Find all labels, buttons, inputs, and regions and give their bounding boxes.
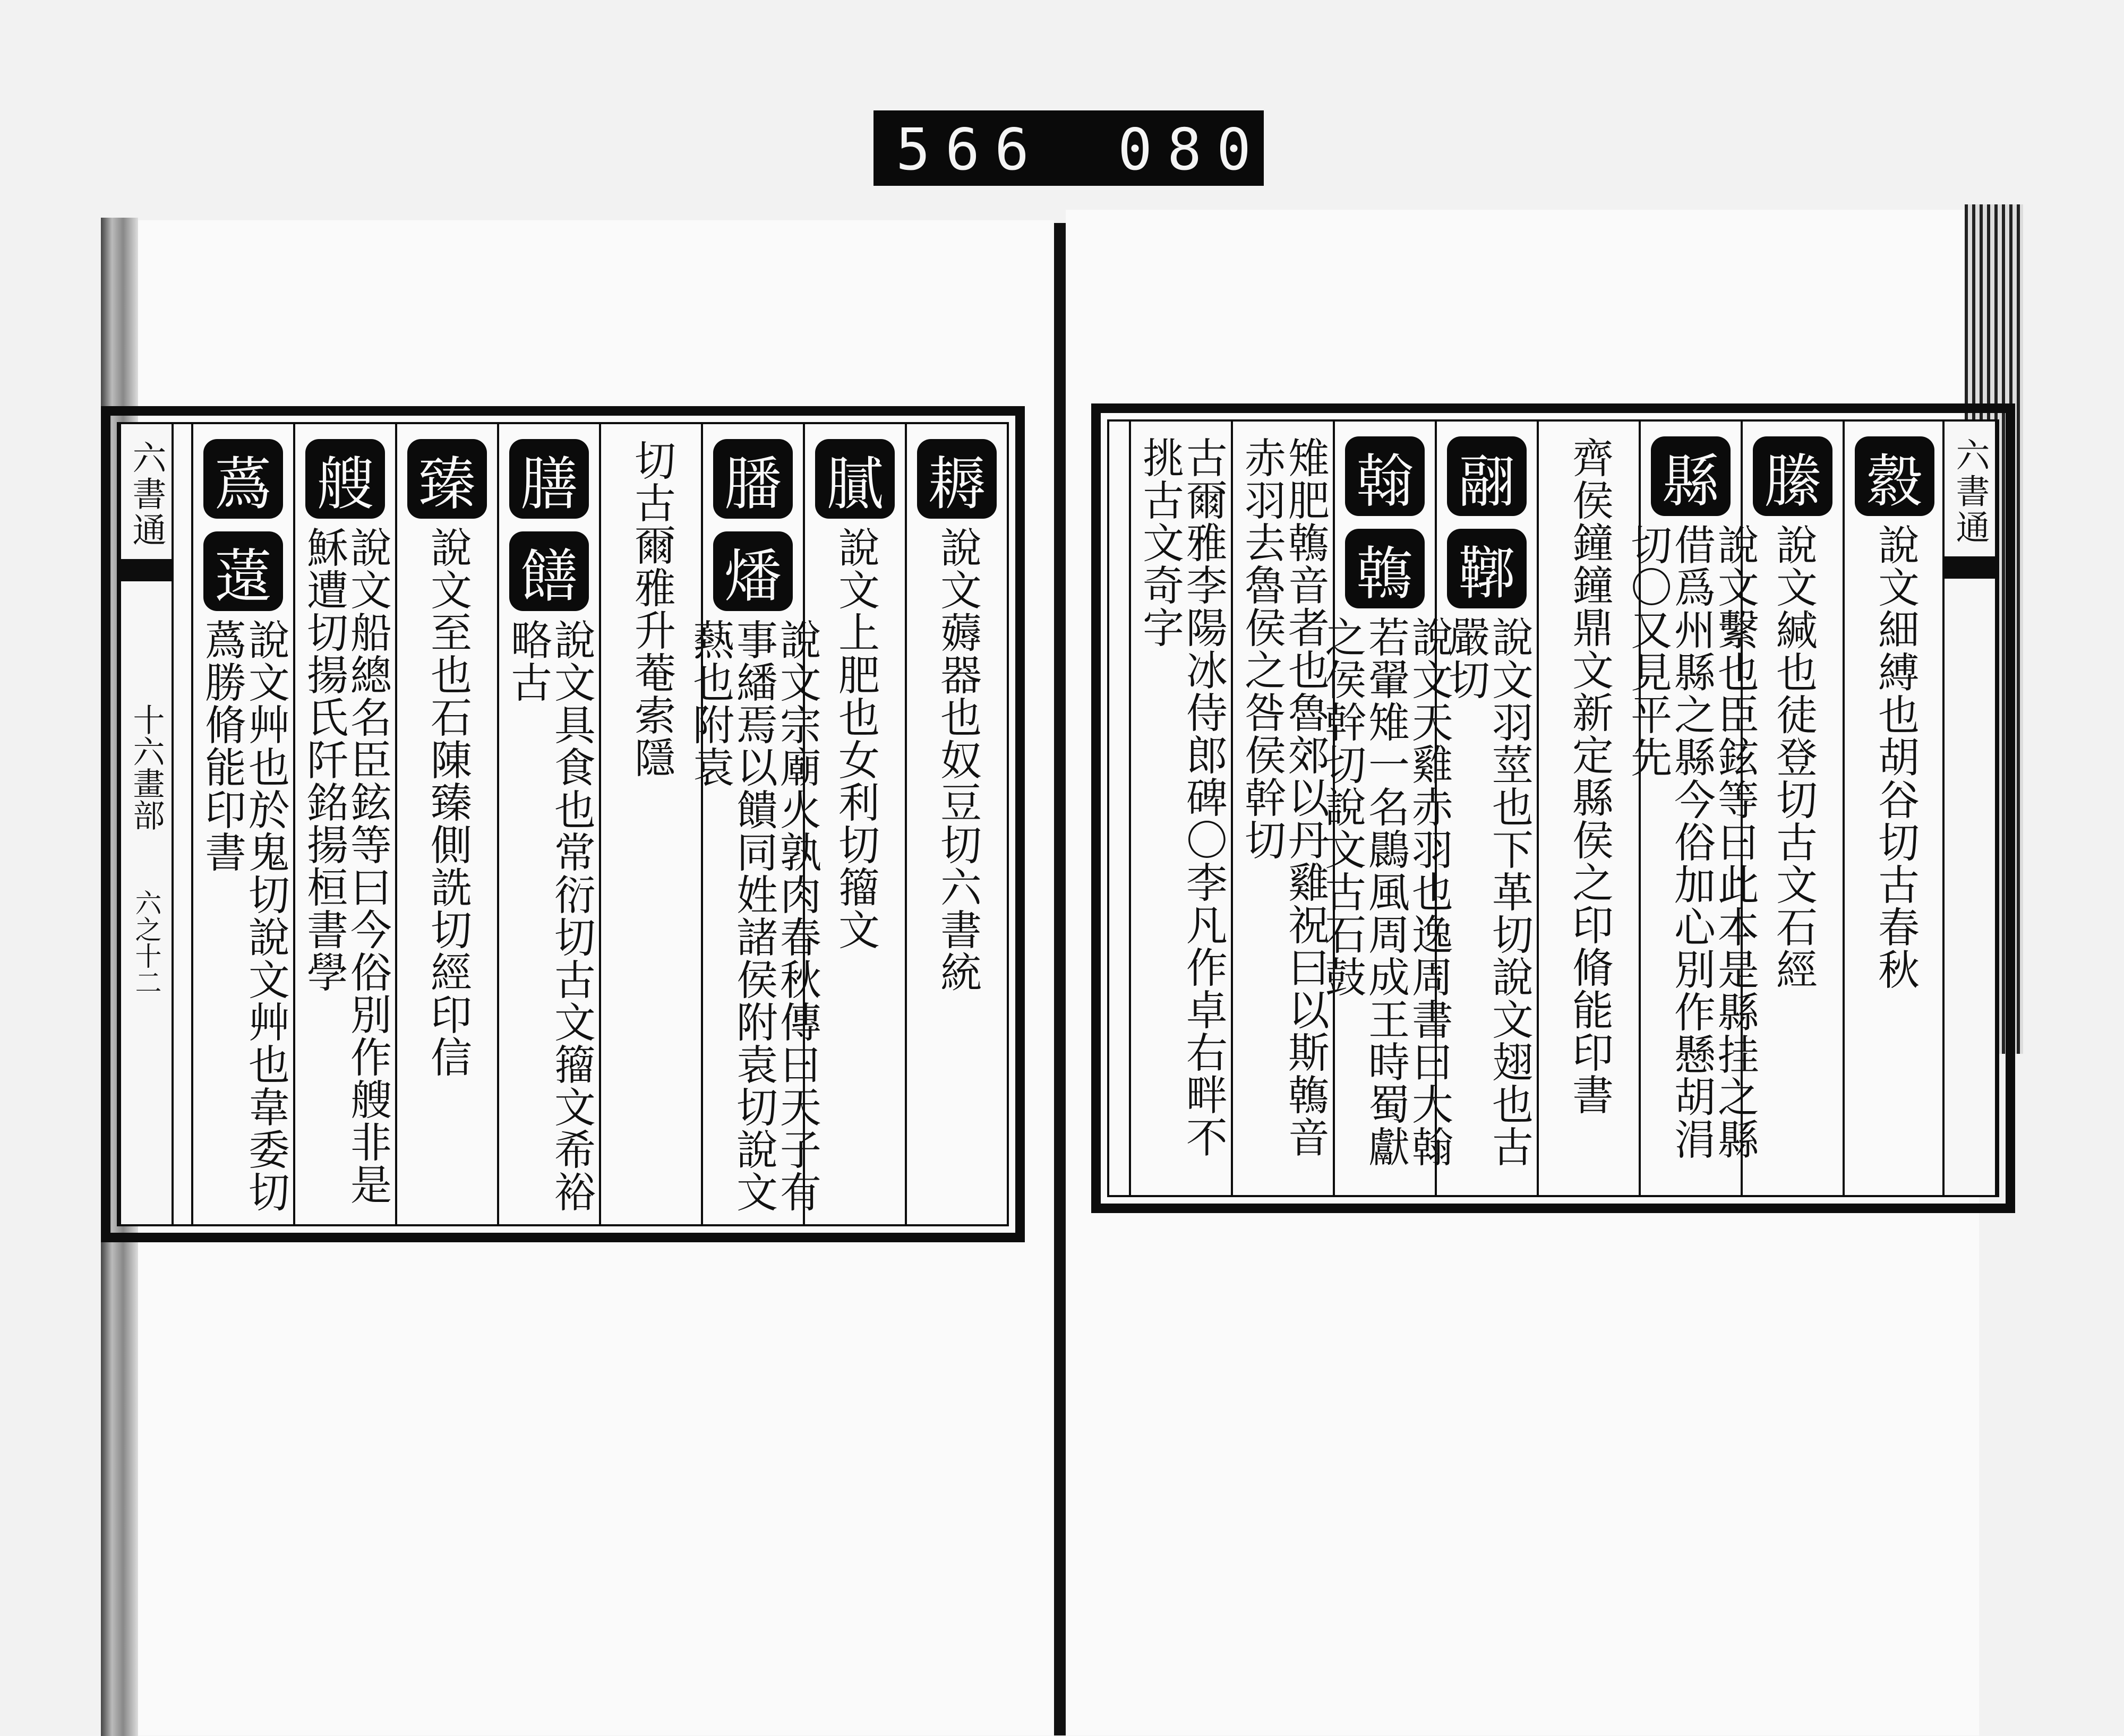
entry-column [905,424,1007,1224]
entry-text: 說文具食也常衍切古文籀文希裕略古 [504,618,595,1213]
left-banxin [119,424,174,1224]
head-character: 燔 [713,531,793,611]
entry-column [1741,422,1843,1195]
left-columns [172,424,1007,1224]
left-page-frame [101,406,1025,1242]
banxin-page-number: 六之十二 [131,889,162,995]
banxin-section: 十六畫部 [127,703,165,831]
entry-column [803,424,905,1224]
head-character: 臻 [407,439,487,519]
entry-text: 說文天雞赤羽也逸周書曰大翰若翬雉一名鷐風周成王時蜀獻之侯幹切說文古石鼓 [1318,616,1453,1168]
entry-text: 說文羽莖也下革切說文翅也古嚴切 [1442,616,1533,1168]
head-character: 翰 [1345,436,1425,516]
entry-text: 說文艸也於鬼切說文艸也韋委切蔿勝脩能印書 [198,618,289,1213]
entry-column [1435,422,1537,1195]
head-character: 縣 [1651,436,1731,516]
right-columns [1109,422,1945,1195]
right-page-frame [1091,403,2015,1213]
head-character: 薳 [203,531,283,611]
head-character: 縠 [1855,436,1934,516]
entry-column [1843,422,1945,1195]
entry-text: 齊侯鐘鐘鼎文新定縣侯之印脩能印書 [1565,436,1613,1116]
entry-text: 雉肥鶾音者也魯郊以丹雞祝曰以斯鶾音赤羽去魯侯之咎侯幹切 [1238,436,1329,1158]
head-character: 饍 [509,531,589,611]
entry-column [395,424,497,1224]
entry-column [497,424,599,1224]
head-character: 鞹 [1447,529,1527,608]
microfilm-reel-number [873,110,1264,186]
fish-tail-mark [1945,556,1995,579]
head-character: 膩 [815,439,895,519]
entry-text: 說文薅器也奴豆切六書統 [933,526,981,993]
entry-column [686,424,821,1224]
entry-text: 說文緘也徒登切古文石經 [1769,523,1817,991]
entry-column [599,424,701,1224]
fish-tail-mark [121,559,172,581]
banxin-title: 六書通 [126,440,166,548]
head-character: 縢 [1753,436,1832,516]
head-character: 膳 [509,439,589,519]
banxin-title: 六書通 [1950,437,1990,546]
entry-text: 說文細縛也胡谷切古春秋 [1871,523,1919,991]
entry-text: 說文繫也臣鉉等曰此本是縣挂之縣借爲州縣之縣今俗加心別作懸胡涓切〇又見平先 [1624,523,1759,1161]
entry-column [1129,422,1231,1195]
entry-text: 說文宗廟火孰肉春秋傳曰天子有事繙焉以饋同姓諸侯附袁切說文爇也附袁 [686,618,821,1213]
entry-text: 說文船總名臣鉉等曰今俗別作艘非是穌遭切揚氏阡銘揚桓書學 [300,526,391,1206]
entry-text: 說文至也石陳臻側詵切經印信 [423,526,472,1078]
head-character: 鶾 [1345,529,1425,608]
entry-column [1624,422,1759,1195]
entry-text: 切古爾雅升菴索隱 [627,439,675,779]
entry-column [1318,422,1453,1195]
head-character: 耨 [917,439,997,519]
head-character: 翮 [1447,436,1527,516]
right-banxin [1942,422,1997,1195]
book-gutter [1054,223,1066,1735]
entry-column [191,424,293,1224]
head-character: 蔿 [203,439,283,519]
entry-column [293,424,395,1224]
reel-number-right: 080 [1118,117,1266,183]
head-character: 膰 [713,439,793,519]
entry-text: 古爾雅李陽冰侍郎碑〇李凡作卓右畔不挑古文奇字 [1136,436,1227,1158]
entry-text: 說文上肥也女利切籀文 [831,526,879,951]
head-character: 艘 [305,439,385,519]
reel-number-left: 566 [896,117,1044,183]
